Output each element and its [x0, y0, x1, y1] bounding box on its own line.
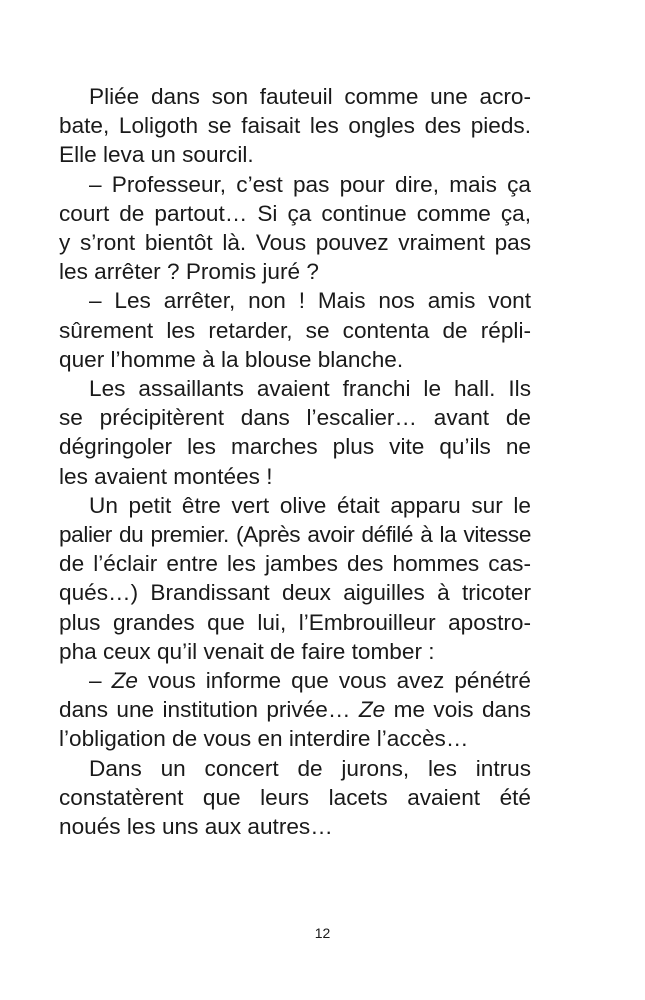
text-line: Elle leva un sourcil.	[59, 142, 254, 168]
text-line: les avaient montées !	[59, 463, 273, 489]
italic-word: Ze	[358, 697, 386, 723]
text-line: l’obligation de vous en interdire l’accès…	[59, 726, 469, 752]
text-run: –	[89, 668, 112, 694]
text-run: vous informe que vous avez pénétré	[137, 668, 531, 694]
text-line: les arrêter ? Promis juré ?	[59, 259, 319, 285]
text-line: sûrement les retarder, se contenta de répli-	[59, 317, 531, 343]
text-line: court de partout… Si ça continue comme ça,	[59, 200, 531, 226]
text-line: Un petit être vert olive était apparu sur le	[89, 492, 531, 518]
text-line: – Professeur, c’est pas pour dire, mais ça	[89, 171, 531, 197]
text-run: me vois dans	[385, 697, 531, 723]
text-line: noués les uns aux autres…	[59, 814, 333, 840]
text-line: qués…) Brandissant deux aiguilles à tricoter	[59, 580, 531, 606]
text-line	[59, 695, 531, 724]
text-line: plus grandes que lui, l’Embrouilleur apostro-	[59, 609, 531, 635]
text-line: y s’ront bientôt là. Vous pouvez vraiment pas	[59, 230, 531, 256]
text-line: dégringoler les marches plus vite qu’ils ne	[59, 434, 531, 460]
text-line: constatèrent que leurs lacets avaient été	[59, 784, 531, 810]
text-run: dans une institution privée…	[59, 697, 359, 723]
text-line: de l’éclair entre les jambes des hommes cas-	[59, 551, 531, 577]
text-line: Pliée dans son fauteuil comme une acro-	[89, 84, 531, 109]
text-line	[59, 666, 531, 695]
page-number: 12	[314, 925, 331, 941]
text-line: pha ceux qu’il venait de faire tomber :	[59, 638, 435, 664]
text-line: – Les arrêter, non ! Mais nos amis vont	[89, 288, 531, 314]
italic-word: Ze	[111, 668, 138, 694]
text-line: Dans un concert de jurons, les intrus	[89, 755, 531, 781]
text-line: quer l’homme à la blouse blanche.	[59, 346, 404, 372]
text-line: Les assaillants avaient franchi le hall. Ils	[89, 376, 531, 402]
body-text	[59, 82, 531, 841]
text-line: se précipitèrent dans l’escalier… avant de	[59, 405, 531, 431]
text-line: bate, Loligoth se faisait les ongles des pieds.	[59, 113, 531, 139]
text-line: palier du premier. (Après avoir défilé à la vitesse	[59, 522, 531, 548]
